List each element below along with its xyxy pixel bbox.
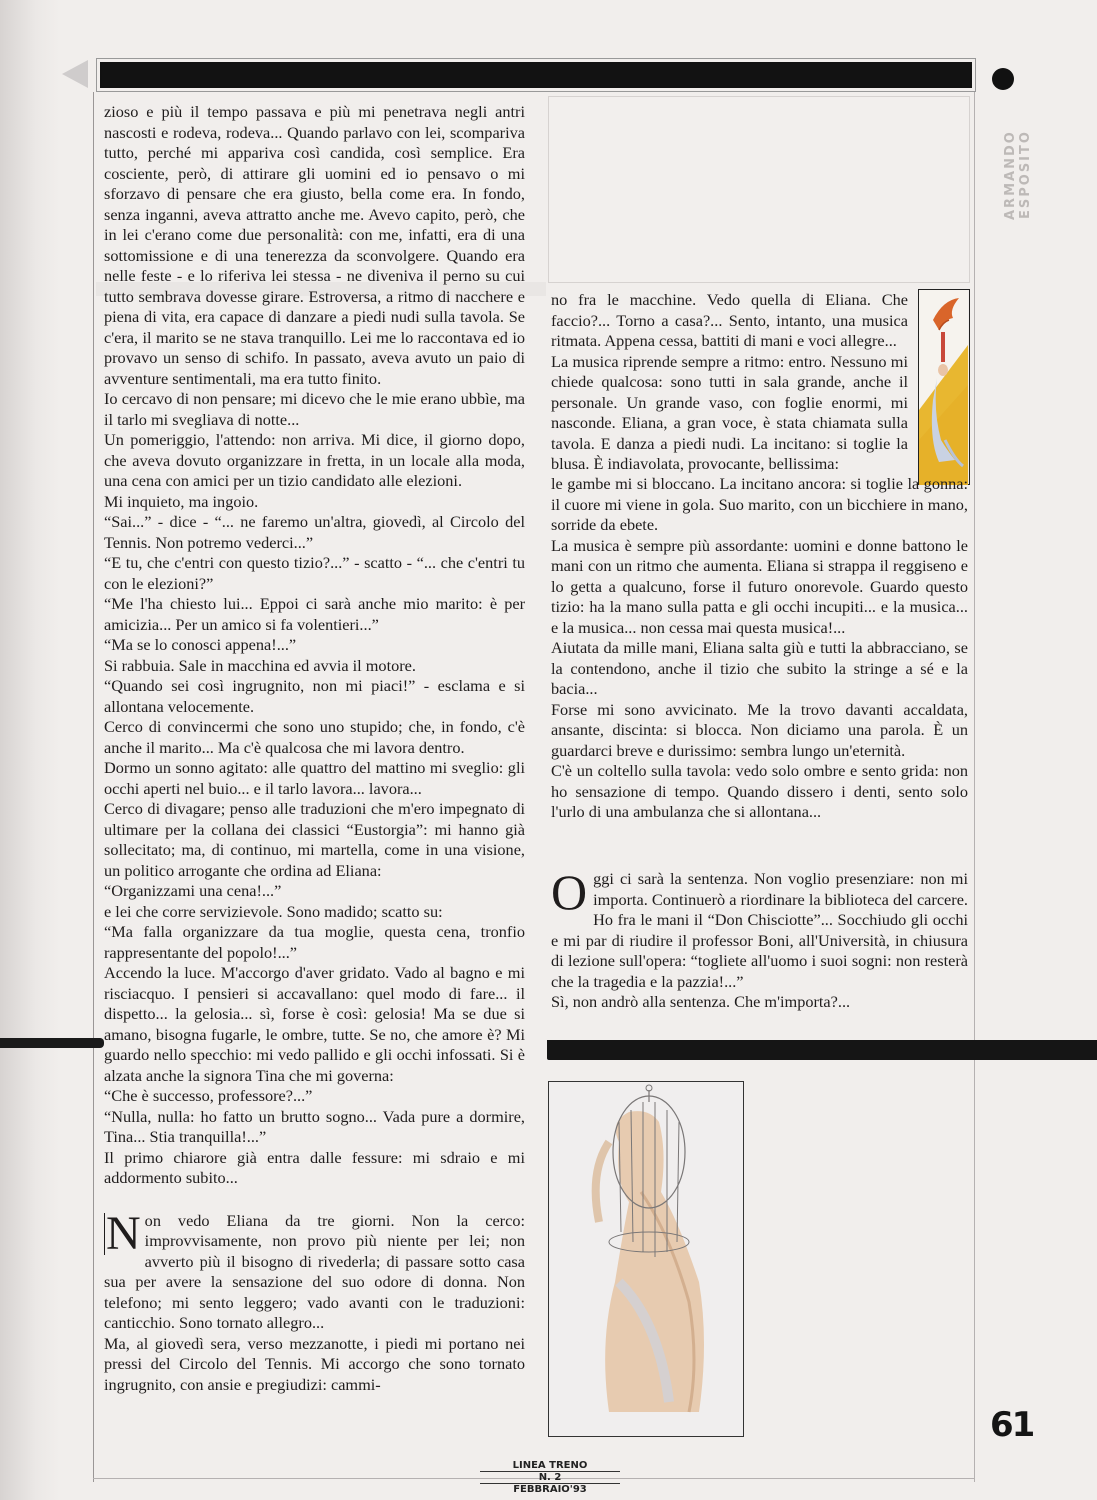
paragraph: “E tu, che c'entri con questo tizio?...” - scatto - “... che c'entri tu con le elezioni?” (104, 553, 525, 593)
paragraph: Sì, non andrò alla sentenza. Che m'importa?... (551, 992, 851, 1011)
paragraph: Il primo chiarore già entra dalle fessure: mi sdraio e mi addormento subito... (104, 1147, 525, 1187)
right-frame-rule (974, 92, 975, 1482)
paragraph: Un pomeriggio, l'attendo: non arriva. Mi dice, il giorno dopo, che aveva dovuto organizzare in fretta, in un locale alla moda, una cena con amici per un tizio candidato alle elezioni. (104, 430, 525, 490)
paragraph: le gambe mi si bloccano. La incitano ancora: si toglie la gonna: il cuore mi viene in gola. Suo marito, con un bicchiere in mano, sorride da ebete. (551, 474, 968, 534)
paragraph: Io cercavo di non pensare; mi dicevo che le mie erano ubbìe, ma il tarlo mi svegliava di notte... (104, 389, 525, 429)
magazine-title: LINEA TRENO (512, 1460, 588, 1471)
right-text-column-top (551, 290, 908, 475)
caged-figure-illustration (549, 1082, 743, 1436)
drop-cap: N (106, 1206, 141, 1260)
paragraph: Mi inquieto, ma ingoio. (104, 491, 259, 511)
left-frame-rule (93, 92, 94, 1482)
paragraph: C'è un coltello sulla tavola: vedo solo ombre e sento grida: non ho sensazione di tempo. Quando dissero i denti, sento solo l'urlo di una ambulanza che si allontana... (551, 761, 968, 821)
right-text-column-closing (551, 864, 968, 1013)
paragraph: La musica riprende sempre a ritmo: entro. Nessuno mi chiede qualcosa: sono tutti in sala grande, anche il personale. Un grande vaso, con foglie enormi, mi nasconde. Eliana, a gran voce, è stata chiamata sulla tavola. E danza a piedi nudi. La incitano: si toglie la blusa. È indiavolata, provocante, bellissima: (551, 351, 908, 473)
issue-number: N. 2 (480, 1471, 620, 1483)
section-opening-paragraph (551, 864, 968, 992)
section-opening-paragraph (104, 1206, 525, 1334)
paragraph: La musica è sempre più assordante: uomini e donne battono le mani con un ritmo che aumenta. Eliana si strappa il reggiseno e lo getta a qualcuno, forse il futuro onorevole. Guardo questo tizio: ha la mano sulla patta e gli occhi incupiti... e la musica... e la musica... non cessa mai questa musica!... (551, 535, 968, 637)
paragraph: Aiutata da mille mani, Eliana salta giù e tutti la abbracciano, se la contendono, anche il tizio che subito la stringe a sé e la bacia... (551, 638, 968, 698)
paragraph: “Ma falla organizzare da tua moglie, questa cena, tronfio rappresentante del popolo!...” (104, 922, 525, 962)
paragraph: Accendo la luce. M'accorgo d'aver gridato. Vado al bagno e mi risciacquo. I pensieri si accavallano: quel modo di fare... il dispetto... la gelosia... sì, forse è così: gelosia! Ma se due si amano, bisogna fugarle, le ombre, tutte. Se no, che amore è? Mi guardo nello specchio: mi vedo pallido e gli occhi infossati. Si è alzata anche la signora Tina che mi governa: (104, 963, 525, 1085)
binding-shadow (0, 0, 60, 1500)
previous-page-arrow-icon (62, 60, 88, 88)
left-text-column (104, 102, 525, 1395)
paragraph: “Me l'ha chiesto lui... Eppoi ci sarà anche mio marito: è per amicizia... Per un amico si fa volentieri...” (104, 594, 525, 634)
paragraph: “Nulla, nulla: ho fatto un brutto sogno... Vada pure a dormire, Tina... Stia tranquilla!...” (104, 1106, 525, 1146)
paragraph: e lei che corre servizievole. Sono madido; scatto su: (104, 901, 443, 921)
paragraph: “Sai...” - dice - “... ne faremo un'altra, giovedì, al Circolo del Tennis. Non potremo vederci...” (104, 512, 525, 552)
drop-cap: O (551, 864, 588, 920)
bullet-dot-icon (992, 68, 1014, 90)
page-number: 61 (990, 1405, 1034, 1445)
paragraph: Cerco di convincermi che sono uno stupido; che, in fondo, c'è anche il marito... Ma c'è qualcosa che mi lavora dentro. (104, 717, 525, 757)
show-through-box (548, 96, 970, 283)
paragraph: “Quando sei così ingrugnito, non mi piaci!” - esclama e si allontana velocemente. (104, 676, 525, 716)
paragraph: “Organizzami una cena!...” (104, 881, 282, 900)
paragraph: Dormo un sonno agitato: alle quattro del mattino mi sveglio: gli occhi aperti nel buio... e il tarlo lavora... lavora... (104, 758, 525, 798)
caged-figure-illustration-frame (548, 1081, 744, 1437)
paragraph: Cerco di divagare; penso alle traduzioni che m'ero impegnato di ultimare per la collana dei classici “Eustorgia”: mi hanno già sollecitato; ma, di continuo, mi martella, come in una visione, un politico arrogante che ordina ad Eliana: (104, 799, 525, 880)
paragraph: Si rabbuia. Sale in macchina ed avvia il motore. (104, 655, 416, 675)
paragraph-text: ggi ci sarà la sentenza. Non voglio presenziare: non mi importa. Continuerò a riordinare la biblioteca del carcere. Ho fra le mani il “Don Chisciotte”... Socchiudo gli occhi e mi par di riudire il professor Boni, all'Università, in chiusura di lezione sull'opera: “togliete all'uomo i suoi sogni: non resterà che la tragedia e la pazzia!...” (551, 869, 968, 991)
paragraph: no fra le macchine. Vedo quella di Eliana. Che faccio?... Torno a casa?... Sento, intanto, una musica ritmata. Appena cessa, battiti di mani e voci allegre... (551, 290, 908, 350)
left-black-band (0, 1038, 104, 1048)
right-black-band (547, 1040, 1097, 1060)
magazine-footer (480, 1460, 620, 1495)
paragraph: Forse mi sono avvicinato. Me la trovo davanti accaldata, ansante, discinta: si blocca. Non diciamo una parola. È un guardarci breve e durissimo: sembra lungo un'eternità. (551, 699, 968, 760)
side-running-label: ARMANDO ESPOSITO (1003, 130, 1033, 220)
paragraph: “Che è successo, professore?...” (104, 1086, 313, 1105)
paragraph-text: on vedo Eliana da tre giorni. Non la cerco: improvvisamente, non provo più niente per lei; non avverto più il bisogno di rivederla; di passare sotto casa sua per avere la sensazione del suo odore di donna. Non telefono; mi sento leggero; vado avanti con le traduzioni: canticchio. Sono tornato allegro... (104, 1210, 525, 1332)
issue-date: FEBBRAIO'93 (480, 1483, 620, 1495)
paragraph: “Ma se lo conosci appena!...” (104, 635, 297, 654)
dancing-woman-illustration (919, 290, 968, 485)
right-text-column-middle (551, 474, 968, 823)
paragraph: zioso e più il tempo passava e più mi penetrava negli antri nascosti e rodeva, rodeva... Quando parlavo con lei, scompariva tutto, perché mi appariva così candida, così semplice. Era cosciente, però, di attirare gli uomini ed io pensavo o mi sforzavo di pensare che era giusto, bella come era. In fondo, senza inganni, aveva attratto anche me. Avevo capito, però, che in lei c'erano come due personalità: con me, infatti, era di una sottomissione e di una tenerezza da sconvolgere. Quando era nelle feste - e lo riferiva lei stessa - ne diveniva il perno su cui tutto sembrava dovesse girare. Estroversa, a ritmo di nacchere e piena di vita, era capace di danzare a piedi nudi sulla tavola. Se c'era, il marito se ne stava tranquillo. Lei me lo raccontava ed io provavo un senso di schifo. In passato, aveva avuto un paio di avventure sentimentali, ma era tutto finito. (104, 102, 525, 388)
paragraph: Ma, al giovedì sera, verso mezzanotte, i piedi mi portano nei pressi del Circolo del Tennis. Mi accorgo che sono tornato ingrugnito, con ansie e pregiudizi: cammi- (104, 1333, 525, 1394)
header-bar (100, 62, 972, 88)
